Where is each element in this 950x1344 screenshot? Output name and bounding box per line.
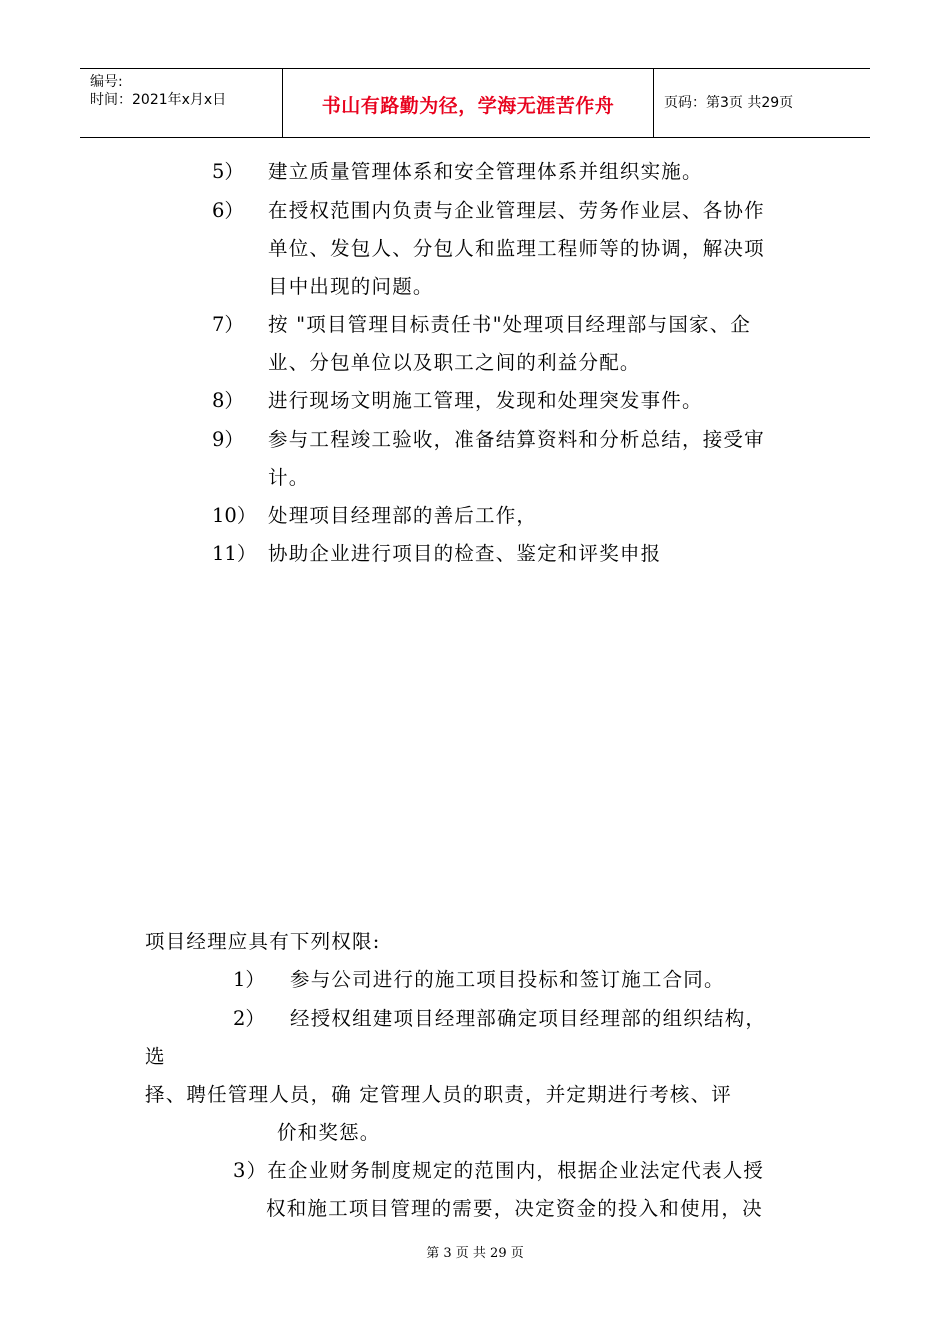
duty-number: 5） <box>212 160 244 183</box>
page-footer: 第 3 页 共 29 页 <box>426 1246 524 1261</box>
duty-number: 9） <box>212 428 244 451</box>
duty-number: 6） <box>212 199 244 222</box>
header-page-number: 页码：第3页 共29页 <box>664 95 794 111</box>
duty-number: 11） <box>212 542 257 565</box>
page-header <box>80 68 870 138</box>
doc-time-label: 时间：2021年x月x日 <box>90 92 227 108</box>
doc-code-label: 编号: <box>90 74 123 90</box>
duty-number: 10） <box>212 504 257 527</box>
authority-text: 参与公司进行的施工项目投标和签订施工合同。 <box>290 968 725 991</box>
authority-text: 选 <box>145 1045 166 1068</box>
authority-text: 择、聘任管理人员，确 定管理人员的职责，并定期进行考核、评 <box>145 1083 732 1106</box>
duty-number: 8） <box>212 389 244 412</box>
duty-text: 进行现场文明施工管理，发现和处理突发事件。 <box>268 389 703 412</box>
duty-text: 按 "项目管理目标责任书"处理项目经理部与国家、企 <box>268 313 752 336</box>
authority-text: 权和施工项目管理的需要，决定资金的投入和使用，决 <box>266 1197 763 1220</box>
authority-text: 价和奖惩。 <box>277 1121 381 1144</box>
authority-text: 3）在企业财务制度规定的范围内，根据企业法定代表人授 <box>233 1159 765 1182</box>
duty-text: 在授权范围内负责与企业管理层、劳务作业层、各协作 <box>268 199 765 222</box>
authority-intro: 项目经理应具有下列权限: <box>145 930 381 953</box>
duty-text: 参与工程竣工验收，准备结算资料和分析总结，接受审 <box>268 428 765 451</box>
duty-number: 7） <box>212 313 244 336</box>
duty-text: 业、分包单位以及职工之间的利益分配。 <box>268 351 641 374</box>
header-page-cell <box>654 69 870 137</box>
header-info-cell <box>80 69 283 137</box>
authority-number: 2） <box>233 1007 265 1030</box>
duty-text: 处理项目经理部的善后工作， <box>268 504 538 527</box>
authority-text: 经授权组建项目经理部确定项目经理部的组织结构， <box>290 1007 767 1030</box>
duty-text: 建立质量管理体系和安全管理体系并组织实施。 <box>268 160 703 183</box>
header-motto: 书山有路勤为径，学海无涯苦作舟 <box>321 95 615 117</box>
header-motto-cell <box>283 69 654 137</box>
authority-number: 1） <box>233 968 265 991</box>
duty-text: 协助企业进行项目的检查、鉴定和评奖申报 <box>268 542 662 565</box>
duty-text: 计。 <box>268 466 310 489</box>
duty-text: 单位、发包人、分包人和监理工程师等的协调，解决项 <box>268 237 765 260</box>
duty-text: 目中出现的问题。 <box>268 275 434 298</box>
